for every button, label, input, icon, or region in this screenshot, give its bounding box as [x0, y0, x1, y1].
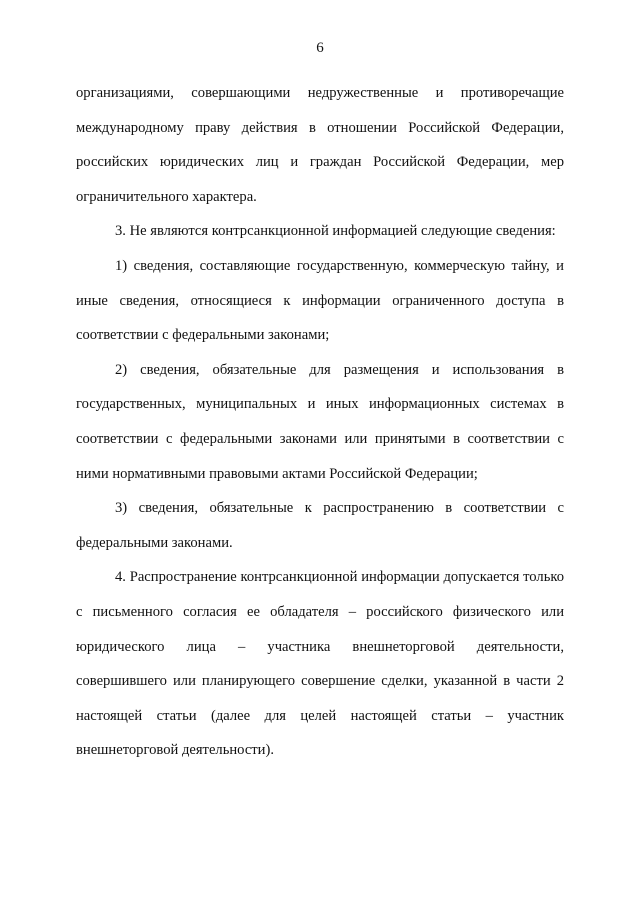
- paragraph-clause-3: 3. Не являются контрсанкционной информацией следующие сведения:: [115, 223, 556, 240]
- paragraph-item-2: 2) сведения, обязательные для размещения и использования в государственных, муниципальных и иных информационных системах в соответствии с федеральными законами или принятыми в соответствии с ними нормативными правовыми актами Российской Федерации;: [76, 361, 564, 482]
- document-body: [76, 76, 564, 768]
- paragraph-item-3: 3) сведения, обязательные к распространению в соответствии с федеральными законами.: [76, 500, 564, 551]
- paragraph-item-1: 1) сведения, составляющие государственную, коммерческую тайну, и иные сведения, относящиеся к информации ограниченного доступа в соответствии с федеральными законами;: [76, 257, 564, 344]
- paragraph-continuation: организациями, совершающими недружественные и противоречащие международному праву действия в отношении Российской Федерации, российских юридических лиц и граждан Российской Федерации, мер ограничительного характера.: [76, 85, 564, 205]
- paragraph-clause-4: 4. Распространение контрсанкционной информации допускается только с письменного согласия ее обладателя – российского физического или юридического лица – участника внешнеторговой деятельности, совершившего или планирующего совершение сделки, указанной в части 2 настоящей статьи (далее для целей настоящей статьи – участник внешнеторговой деятельности).: [76, 569, 564, 759]
- page-number: 6: [316, 40, 324, 56]
